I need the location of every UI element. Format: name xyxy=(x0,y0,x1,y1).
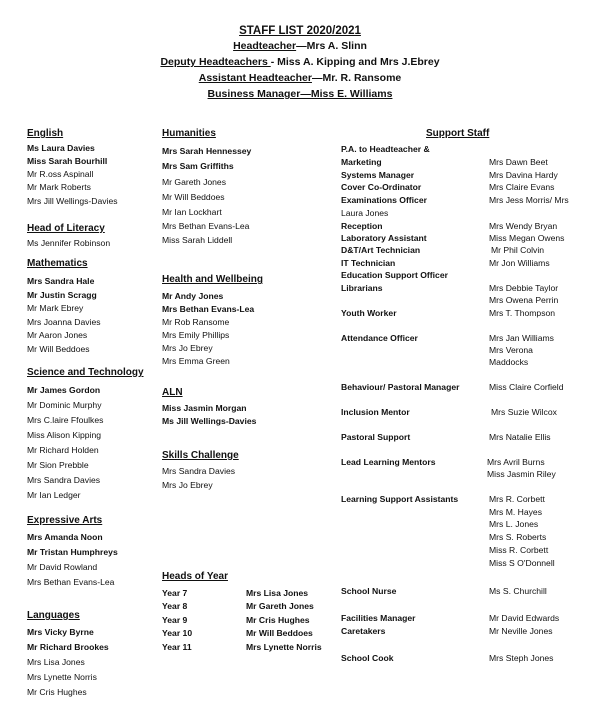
staff-name: Ms S. Churchill xyxy=(489,586,547,596)
staff-name: Mrs Sandra Davies xyxy=(27,475,101,485)
staff-name: Mrs Avril Burns xyxy=(487,457,545,467)
staff-name: Mr Tristan Humphreys xyxy=(27,547,118,557)
staff-name: Mrs R. Corbett xyxy=(489,494,545,504)
staff-name: Mrs Claire Evans xyxy=(489,182,555,192)
business-role: Business Manager—Miss E. Williams xyxy=(207,88,393,100)
staff-name: Miss Megan Owens xyxy=(489,233,565,243)
staff-name: Mr Richard Brookes xyxy=(27,642,109,652)
role-label: Youth Worker xyxy=(341,308,397,318)
staff-name: Mr R.oss Aspinall xyxy=(27,169,94,179)
humanities-heading: Humanities xyxy=(162,128,216,139)
role-label: Caretakers xyxy=(341,626,386,636)
staff-name: Mrs Steph Jones xyxy=(489,653,554,663)
staff-name: Miss Jasmin Riley xyxy=(487,469,556,479)
staff-name: Mr Rob Ransome xyxy=(162,317,230,327)
staff-name: Mrs Suzie Wilcox xyxy=(491,407,557,417)
role-label: Laboratory Assistant xyxy=(341,233,427,243)
role-label: Education Support Officer xyxy=(341,270,448,280)
staff-name: Mr Mark Roberts xyxy=(27,182,91,192)
staff-name: Mrs Verona xyxy=(489,345,533,355)
staff-name: Miss Jasmin Morgan xyxy=(162,403,247,413)
staff-name: Mr Mark Ebrey xyxy=(27,303,84,313)
staff-name: Mrs Emily Phillips xyxy=(162,330,230,340)
staff-name: Mrs Jill Wellings-Davies xyxy=(27,196,118,206)
role-label: Facilities Manager xyxy=(341,613,416,623)
role-label: Attendance Officer xyxy=(341,333,418,343)
staff-name: Mr Aaron Jones xyxy=(27,330,88,340)
staff-name: Miss Sarah Liddell xyxy=(162,235,233,245)
staff-name: Ms Jennifer Robinson xyxy=(27,238,111,248)
role-label: D&T/Art Technician xyxy=(341,245,421,255)
staff-name: Mr Phil Colvin xyxy=(491,245,545,255)
staff-name: Mr David Rowland xyxy=(27,562,98,572)
year-head-name: Mrs Lynette Norris xyxy=(246,642,322,652)
staff-name: Miss Claire Corfield xyxy=(489,382,564,392)
health-heading: Health and Wellbeing xyxy=(162,274,263,285)
aln-heading: ALN xyxy=(162,387,183,398)
role-label: Pastoral Support xyxy=(341,432,411,442)
staff-name: Mrs Joanna Davies xyxy=(27,317,101,327)
support-heading: Support Staff xyxy=(426,128,490,139)
year-head-name: Mr Gareth Jones xyxy=(246,601,314,611)
role-label: School Nurse xyxy=(341,586,397,596)
staff-name: Mrs Amanda Noon xyxy=(27,532,103,542)
staff-name: Mrs Lynette Norris xyxy=(27,672,97,682)
role-label: Inclusion Mentor xyxy=(341,407,410,417)
staff-name: Maddocks xyxy=(489,357,529,367)
staff-name: Mr Will Beddoes xyxy=(162,192,225,202)
staff-name: Mrs Jess Morris/ Mrs xyxy=(489,195,569,205)
staff-name: Mr Ian Ledger xyxy=(27,490,81,500)
staff-name: Mrs Sarah Hennessey xyxy=(162,146,252,156)
languages-heading: Languages xyxy=(27,610,80,621)
role-label: School Cook xyxy=(341,653,394,663)
science-heading: Science and Technology xyxy=(27,367,144,378)
role-label: Marketing xyxy=(341,157,382,167)
staff-name: Ms Laura Davies xyxy=(27,143,95,153)
deputy-line xyxy=(0,56,600,69)
staff-name: Laura Jones xyxy=(341,208,389,218)
staff-name: Mrs L. Jones xyxy=(489,519,539,529)
staff-name: Mr Cris Hughes xyxy=(27,687,87,697)
staff-name: Mrs Sandra Davies xyxy=(162,466,236,476)
role-label: Reception xyxy=(341,221,383,231)
staff-name: Mrs Sam Griffiths xyxy=(162,161,234,171)
skills-heading: Skills Challenge xyxy=(162,450,239,461)
year-label: Year 7 xyxy=(162,588,188,598)
role-label: Learning Support Assistants xyxy=(341,494,459,504)
staff-name: Mrs M. Hayes xyxy=(489,507,542,517)
staff-name: Mr Dominic Murphy xyxy=(27,400,102,410)
role-label: Examinations Officer xyxy=(341,195,427,205)
year-head-name: Mrs Lisa Jones xyxy=(246,588,309,598)
assistant-line xyxy=(0,72,600,85)
role-label: Cover Co-Ordinator xyxy=(341,182,422,192)
year-label: Year 11 xyxy=(162,642,192,652)
headteacher-role: Headteacher xyxy=(233,40,297,52)
staff-name: Mrs Bethan Evans-Lea xyxy=(162,221,250,231)
staff-name: Mrs Vicky Byrne xyxy=(27,627,94,637)
staff-name: Mrs Emma Green xyxy=(162,356,230,366)
heads-of-year-heading: Heads of Year xyxy=(162,571,228,582)
year-label: Year 9 xyxy=(162,615,188,625)
staff-name: Miss S O'Donnell xyxy=(489,558,555,568)
role-label: IT Technician xyxy=(341,258,396,268)
staff-name: Mrs C.laire Ffoulkes xyxy=(27,415,104,425)
headteacher-name: —Mrs A. Slinn xyxy=(296,40,367,52)
staff-name: Mr Justin Scragg xyxy=(27,290,97,300)
maths-heading: Mathematics xyxy=(27,258,88,269)
year-label: Year 8 xyxy=(162,601,188,611)
staff-name: Miss Sarah Bourhill xyxy=(27,156,108,166)
staff-name: Miss R. Corbett xyxy=(489,545,549,555)
staff-name: Mr Richard Holden xyxy=(27,445,99,455)
staff-name: Mrs Bethan Evans-Lea xyxy=(162,304,255,314)
role-label: P.A. to Headteacher & xyxy=(341,144,430,154)
role-label: Librarians xyxy=(341,283,383,293)
staff-name: Mrs S. Roberts xyxy=(489,532,547,542)
staff-name: Mrs Bethan Evans-Lea xyxy=(27,577,115,587)
staff-name: Mrs Natalie Ellis xyxy=(489,432,551,442)
staff-name: Mrs Sandra Hale xyxy=(27,276,95,286)
staff-name: Mrs Jo Ebrey xyxy=(162,343,213,353)
staff-name: Mr Ian Lockhart xyxy=(162,207,222,217)
staff-name: Mr David Edwards xyxy=(489,613,560,623)
staff-name: Mrs Davina Hardy xyxy=(489,170,558,180)
staff-name: Mr Neville Jones xyxy=(489,626,553,636)
year-label: Year 10 xyxy=(162,628,193,638)
assistant-role: Assistant Headteacher xyxy=(198,72,312,84)
year-head-name: Mr Will Beddoes xyxy=(246,628,313,638)
role-label: Lead Learning Mentors xyxy=(341,457,436,467)
expressive-heading: Expressive Arts xyxy=(27,515,103,526)
staff-name: Mr Sion Prebble xyxy=(27,460,89,470)
staff-name: Ms Jill Wellings-Davies xyxy=(162,416,257,426)
staff-name: Mrs T. Thompson xyxy=(489,308,556,318)
staff-name: Mr Gareth Jones xyxy=(162,177,226,187)
page-title: STAFF LIST 2020/2021 xyxy=(239,25,361,37)
headteacher-line xyxy=(0,40,600,53)
staff-name: Mrs Jan Williams xyxy=(489,333,554,343)
english-heading: English xyxy=(27,128,64,139)
staff-name: Mr Will Beddoes xyxy=(27,344,90,354)
literacy-heading: Head of Literacy xyxy=(27,223,105,234)
role-label: Behaviour/ Pastoral Manager xyxy=(341,382,460,392)
staff-name: Mrs Dawn Beet xyxy=(489,157,548,167)
deputy-name: - Miss A. Kipping and Mrs J.Ebrey xyxy=(270,56,440,68)
assistant-name: —Mr. R. Ransome xyxy=(311,72,402,84)
staff-name: Mrs Lisa Jones xyxy=(27,657,85,667)
role-label: Systems Manager xyxy=(341,170,415,180)
staff-name: Mrs Debbie Taylor xyxy=(489,283,559,293)
deputy-role: Deputy Headteachers xyxy=(160,56,271,68)
year-head-name: Mr Cris Hughes xyxy=(246,615,310,625)
staff-name: Mrs Jo Ebrey xyxy=(162,480,213,490)
staff-name: Mr Andy Jones xyxy=(162,291,224,301)
staff-name: Mrs Wendy Bryan xyxy=(489,221,558,231)
staff-name: Mrs Owena Perrin xyxy=(489,295,559,305)
staff-name: Mr James Gordon xyxy=(27,385,101,395)
staff-name: Mr Jon Williams xyxy=(489,258,550,268)
business-line xyxy=(0,88,600,101)
staff-name: Miss Alison Kipping xyxy=(27,430,102,440)
